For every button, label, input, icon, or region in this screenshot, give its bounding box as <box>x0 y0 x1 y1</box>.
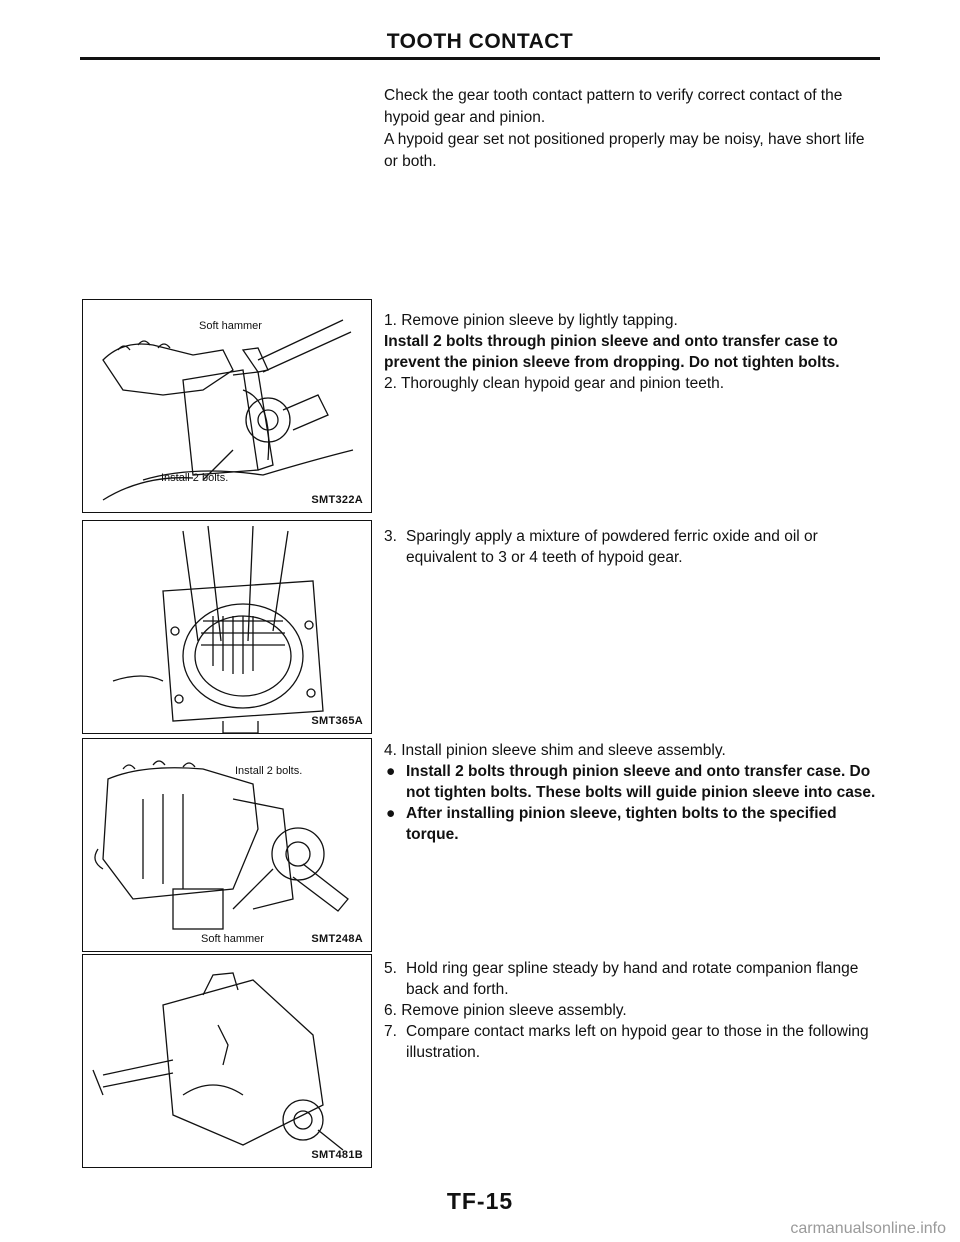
intro-text <box>384 85 880 173</box>
bullet-text: After installing pinion sleeve, tighten bolts to the specified torque. <box>406 805 837 843</box>
figure-smt322a <box>82 299 372 513</box>
page-number: TF-15 <box>446 1188 514 1214</box>
install-bolts-label: Install 2 bolts. <box>235 765 303 777</box>
soft-hammer-label: Soft hammer <box>201 933 264 945</box>
figure-code: SMT322A <box>311 494 363 506</box>
step-5-text: Hold ring gear spline steady by hand and rotate companion flange back and forth. <box>406 960 859 998</box>
step-4-bullet-2 <box>384 803 880 845</box>
step-7-number: 7. <box>384 1023 397 1040</box>
step-1-note: Install 2 bolts through pinion sleeve and onto transfer case to prevent the pinion sleeve from dropping. Do not tighten bolts. <box>384 333 840 371</box>
bullet-icon: ● <box>386 805 396 822</box>
step-3-text: Sparingly apply a mixture of powdered ferric oxide and oil or equivalent to 3 or 4 teeth of hypoid gear. <box>406 528 818 566</box>
step-2: 2. Thoroughly clean hypoid gear and pinion teeth. <box>384 375 725 392</box>
watermark[interactable]: carmanualsonline.info <box>790 1220 946 1237</box>
step-4-text: 4. Install pinion sleeve shim and sleeve assembly. <box>384 742 726 759</box>
bullet-text: Install 2 bolts through pinion sleeve and onto transfer case. Do not tighten bolts. These bolts will guide pinion sleeve into case. <box>406 763 876 801</box>
intro-line-1: Check the gear tooth contact pattern to verify correct contact of the hypoid gear and pinion. <box>384 87 843 126</box>
figure-code: SMT248A <box>311 933 363 945</box>
step-4-bullet-1 <box>384 761 880 803</box>
intro-line-2: A hypoid gear set not positioned properly may be noisy, have short life or both. <box>384 131 865 170</box>
sleeve-install-illustration <box>83 739 371 951</box>
page-title: TOOTH CONTACT <box>386 30 574 53</box>
bullet-icon: ● <box>386 763 396 780</box>
install-bolts-label: Install 2 bolts. <box>161 472 229 484</box>
step-1: 1. Remove pinion sleeve by lightly tapping. <box>384 312 678 329</box>
figure-smt248a <box>82 738 372 952</box>
step-3 <box>384 526 880 568</box>
step-3-number: 3. <box>384 528 397 545</box>
step-6: 6. Remove pinion sleeve assembly. <box>384 1002 627 1019</box>
gear-paint-illustration <box>83 521 371 733</box>
companion-flange-illustration <box>83 955 371 1167</box>
title-rule <box>80 57 880 60</box>
figure-smt365a <box>82 520 372 734</box>
steps-5-7 <box>384 958 880 1063</box>
step-7-text: Compare contact marks left on hypoid gear to those in the following illustration. <box>406 1023 869 1061</box>
figure-code: SMT365A <box>311 715 363 727</box>
step-5-number: 5. <box>384 960 397 977</box>
figure-code: SMT481B <box>311 1149 363 1161</box>
figure-smt481b <box>82 954 372 1168</box>
steps-1-2 <box>384 310 880 394</box>
soft-hammer-label: Soft hammer <box>199 320 262 332</box>
step-4 <box>384 740 880 845</box>
